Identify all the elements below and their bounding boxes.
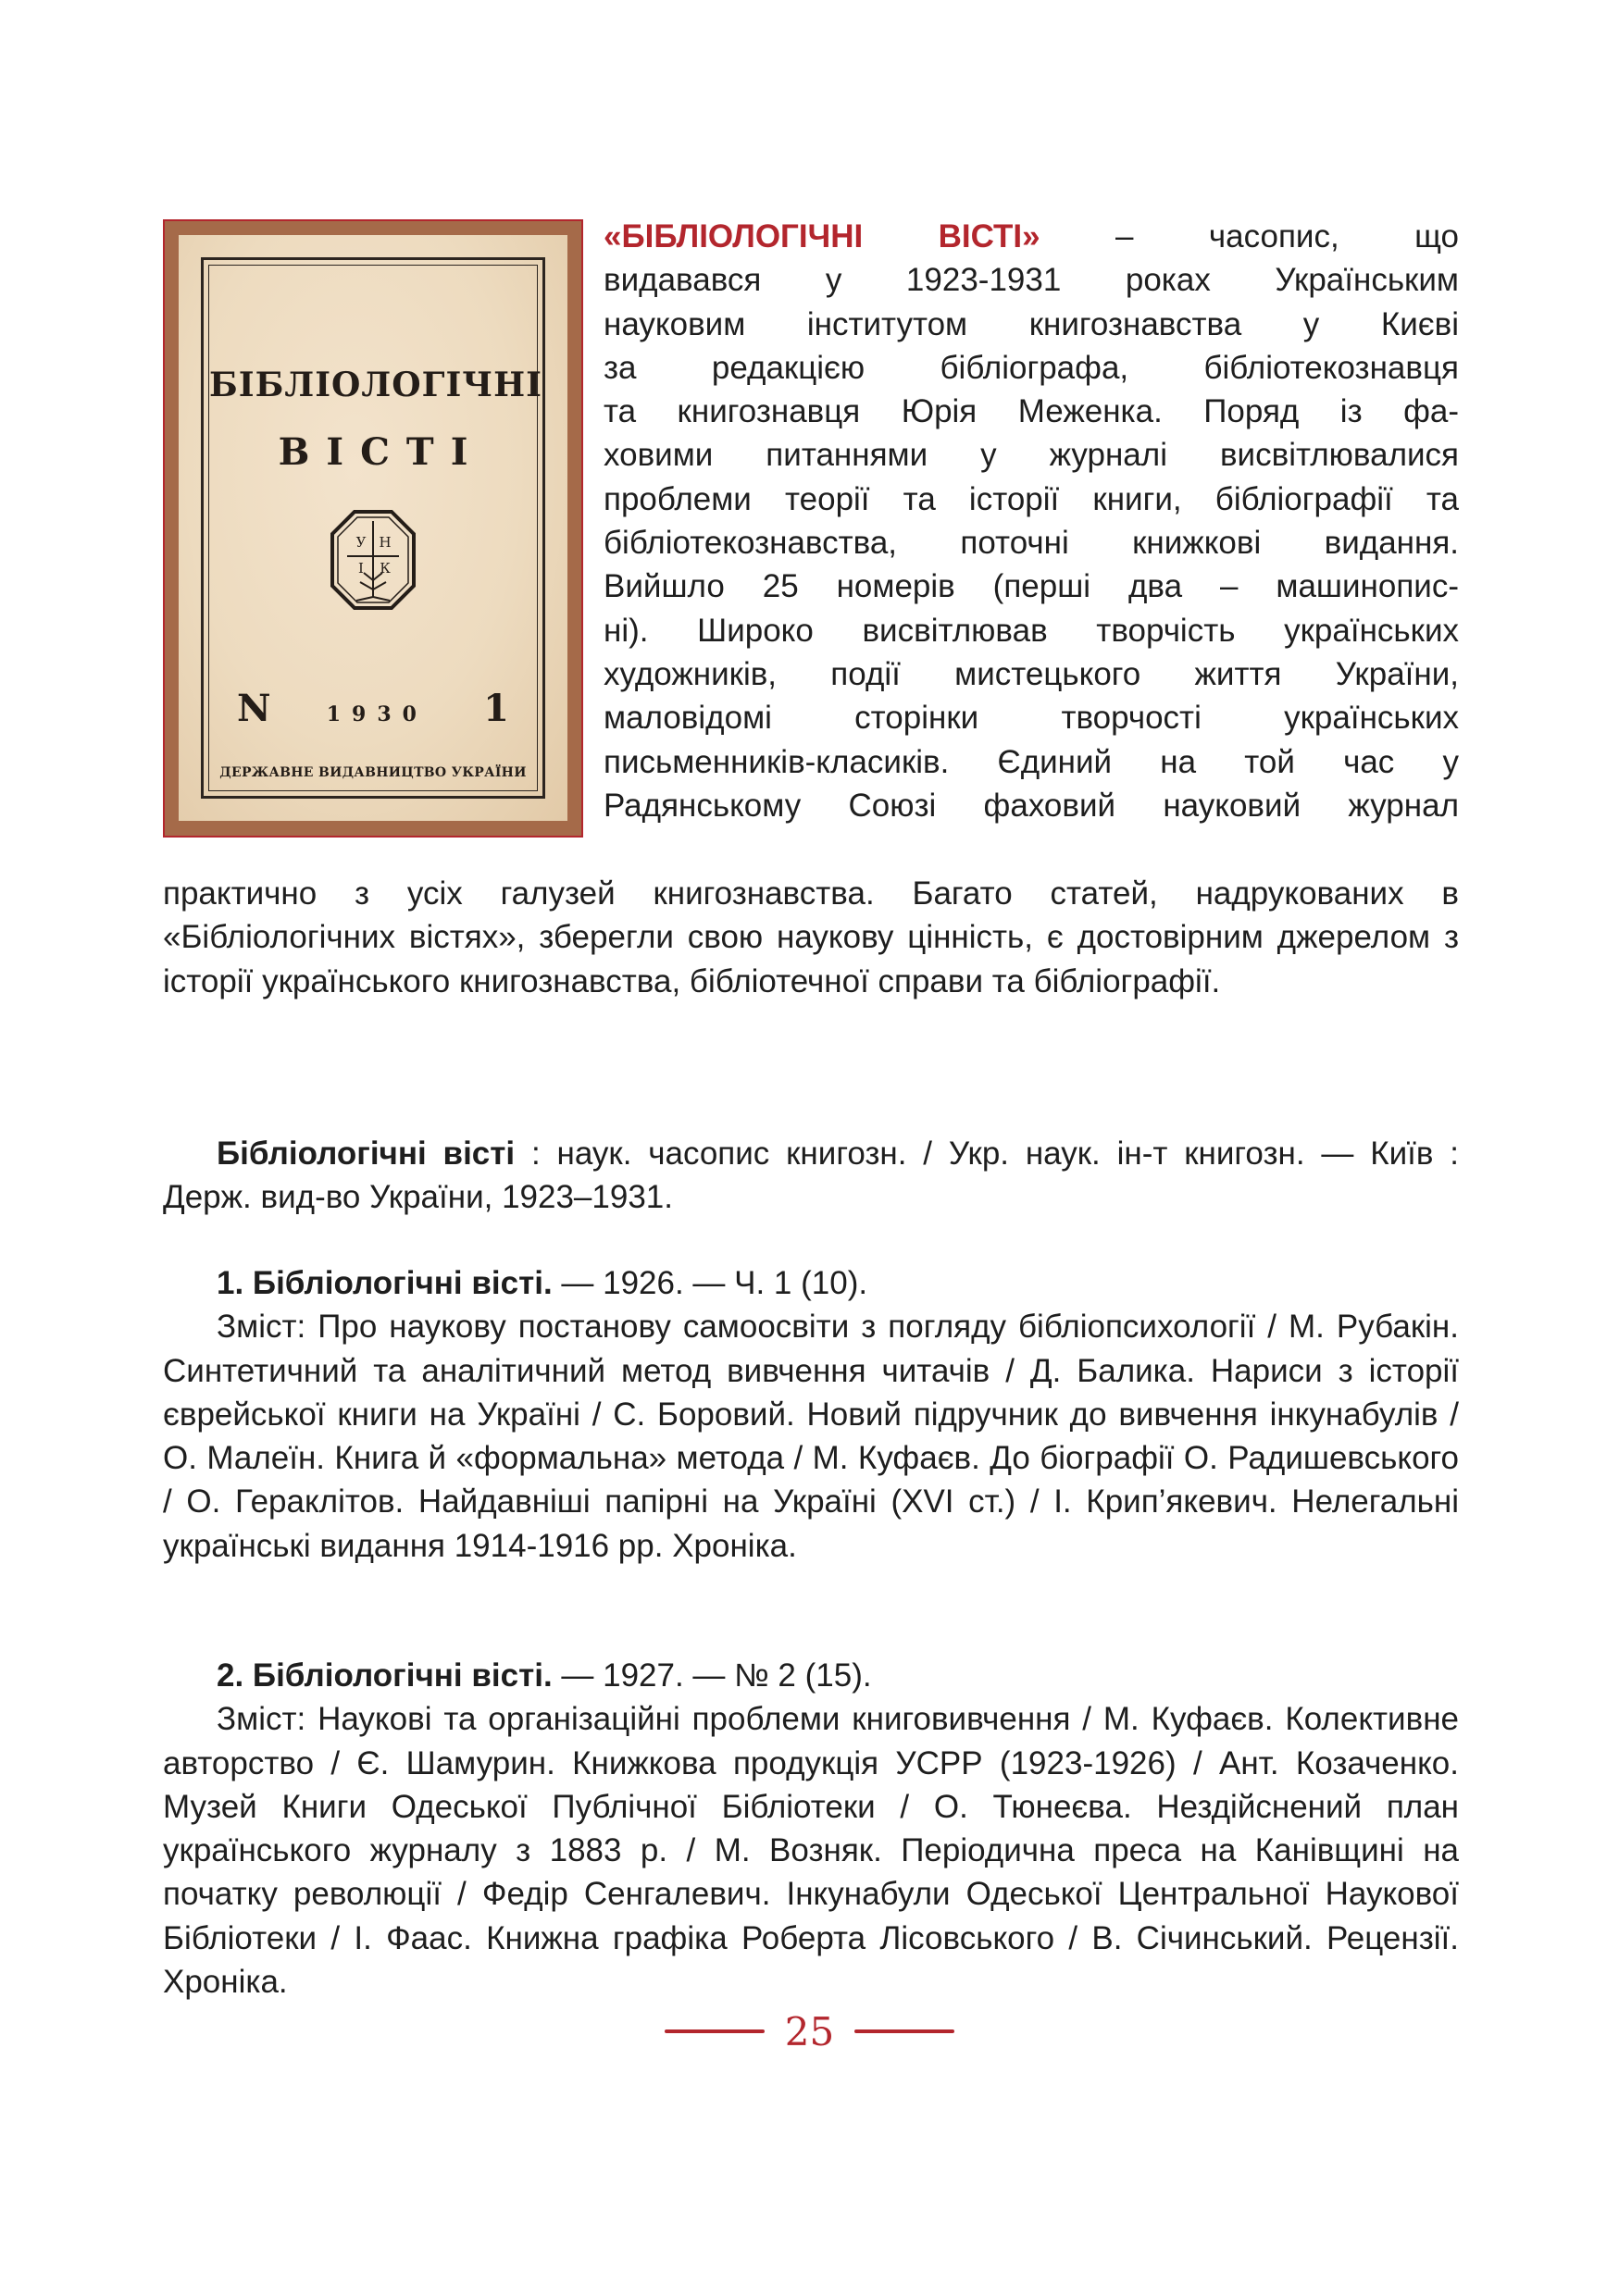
intro-paragraph [604, 215, 1459, 827]
intro-continuation: практично з усіх галузей книгознавства. Багато статей, надрукованих в «Бібліологічних вістях», зберегли свою наукову цінність, є достовірним джерелом з історії українського книгознавства, бібліотечної справи та бібліографії. [163, 875, 1459, 999]
entry-number-title: 1. Бібліологічні вісті. [217, 1265, 553, 1301]
entry-number-title: 2. Бібліологічні вісті. [217, 1657, 553, 1694]
page-footer [0, 2008, 1619, 2054]
cover-outer-frame [201, 257, 545, 799]
bibliography-entry [163, 1654, 1459, 2004]
entry-heading [163, 1261, 1459, 1305]
cover-paper [179, 235, 567, 821]
cover-title-line2: ВІСТІ [278, 430, 485, 474]
institute-emblem-icon [329, 508, 417, 612]
general-entry-details: : наук. часопис книгозн. / Укр. наук. ін-т книгозн. — Київ : Держ. вид-во України, 1923–1931. [163, 1136, 1459, 1216]
intro-line: художників, події мистецького життя України, [604, 655, 1459, 692]
cover-inner-frame [208, 265, 543, 791]
journal-title-heading: «БІБЛІОЛОГІЧНІ ВІСТІ» [604, 218, 1040, 254]
general-entry [163, 1132, 1459, 1220]
intro-line: ні). Широко висвітлював творчість українських [604, 612, 1459, 649]
intro-line: Вийшло 25 номерів (перші два – машинопис- [604, 568, 1459, 605]
intro-line: письменників-класиків. Єдиний на той час у [604, 743, 1459, 780]
cover-title-line1: БІБЛІОЛОГІЧНІ [209, 366, 543, 404]
intro-line: ховими питаннями у журналі висвітлювалися [604, 437, 1459, 474]
cover-number-prefix: N [237, 687, 271, 730]
general-entry-text [163, 1132, 1459, 1220]
bibliography-entry [163, 1261, 1459, 1568]
intro-line [604, 215, 1459, 258]
emblem-letter-4: К [380, 560, 391, 577]
entry-contents: Зміст: Про наукову постанову самоосвіти з погляду бібліопсихології / М. Рубакін. Синтетичний та аналітичний метод вивчення читачів / Д. Балика. Нариси з історії єврейської книги на Україні / С. Боровий. Новий підручник до вивчення інкунабулів / О. Малеїн. Книга й «формальна» метода / М. Куфаєв. До біографії О. Радишевського / О. Гераклітов. Найдавніші папірні на Україні (XVI ст.) / І. Крип’якевич. Нелегальні українські видання 1914-1916 рр. Хроніка. [163, 1309, 1459, 1564]
intro-line: проблеми теорії та історії книги, бібліографії та [604, 480, 1459, 517]
cover-publisher: ДЕРЖАВНЕ ВИДАВНИЦТВО УКРАЇНИ [219, 765, 527, 780]
journal-cover-image [163, 219, 583, 838]
intro-line: науковим інститутом книгознавства у Києві [604, 305, 1459, 342]
intro-line: маловідомі сторінки творчості українських [604, 700, 1459, 737]
emblem-letter-3: І [358, 560, 364, 577]
cover-issue-number: 1 [483, 687, 509, 730]
general-entry-title: Бібліологічні вісті [217, 1136, 516, 1172]
entry-details: — 1926. — Ч. 1 (10). [552, 1265, 868, 1301]
intro-line: видавався у 1923-1931 роках Українським [604, 262, 1459, 299]
intro-first-line-rest: – часопис, що [1040, 218, 1459, 254]
intro-line: за редакцією бібліографа, бібліотекознавця [604, 349, 1459, 386]
intro-line: бібліотекознавства, поточні книжкові видання. [604, 525, 1459, 562]
intro-line: та книгознавця Юрія Меженка. Поряд із фа- [604, 393, 1459, 430]
intro-line: Радянському Союзі фаховий науковий журнал [604, 787, 1459, 824]
page-number: 25 [784, 2008, 835, 2054]
emblem-letter-2: Н [379, 534, 392, 551]
cover-issue-line [237, 687, 509, 730]
emblem-letter-1: У [355, 534, 367, 551]
entry-heading [163, 1654, 1459, 1697]
cover-year: 1930 [326, 702, 428, 726]
entry-contents: Зміст: Наукові та організаційні проблеми книговивчення / М. Куфаєв. Колективне авторство / Є. Шамурин. Книжкова продукція УСРР (1923-1926) / Ант. Козаченко. Музей Книги Одеської Публічної Бібліотеки / О. Тюнеєва. Нездійснений план українського журналу з 1883 р. / М. Возняк. Періодична преса на Канівщині на початку революції / Федір Сенгалевич. Інкунабули Одеської Центральної Наукової Бібліотеки / І. Фаас. Книжна графіка Роберта Лісовського / В. Січинський. Рецензії. Хроніка. [163, 1701, 1459, 2001]
footer-rule-left [665, 2029, 765, 2033]
entry-details: — 1927. — № 2 (15). [552, 1657, 872, 1694]
footer-rule-right [854, 2029, 954, 2033]
